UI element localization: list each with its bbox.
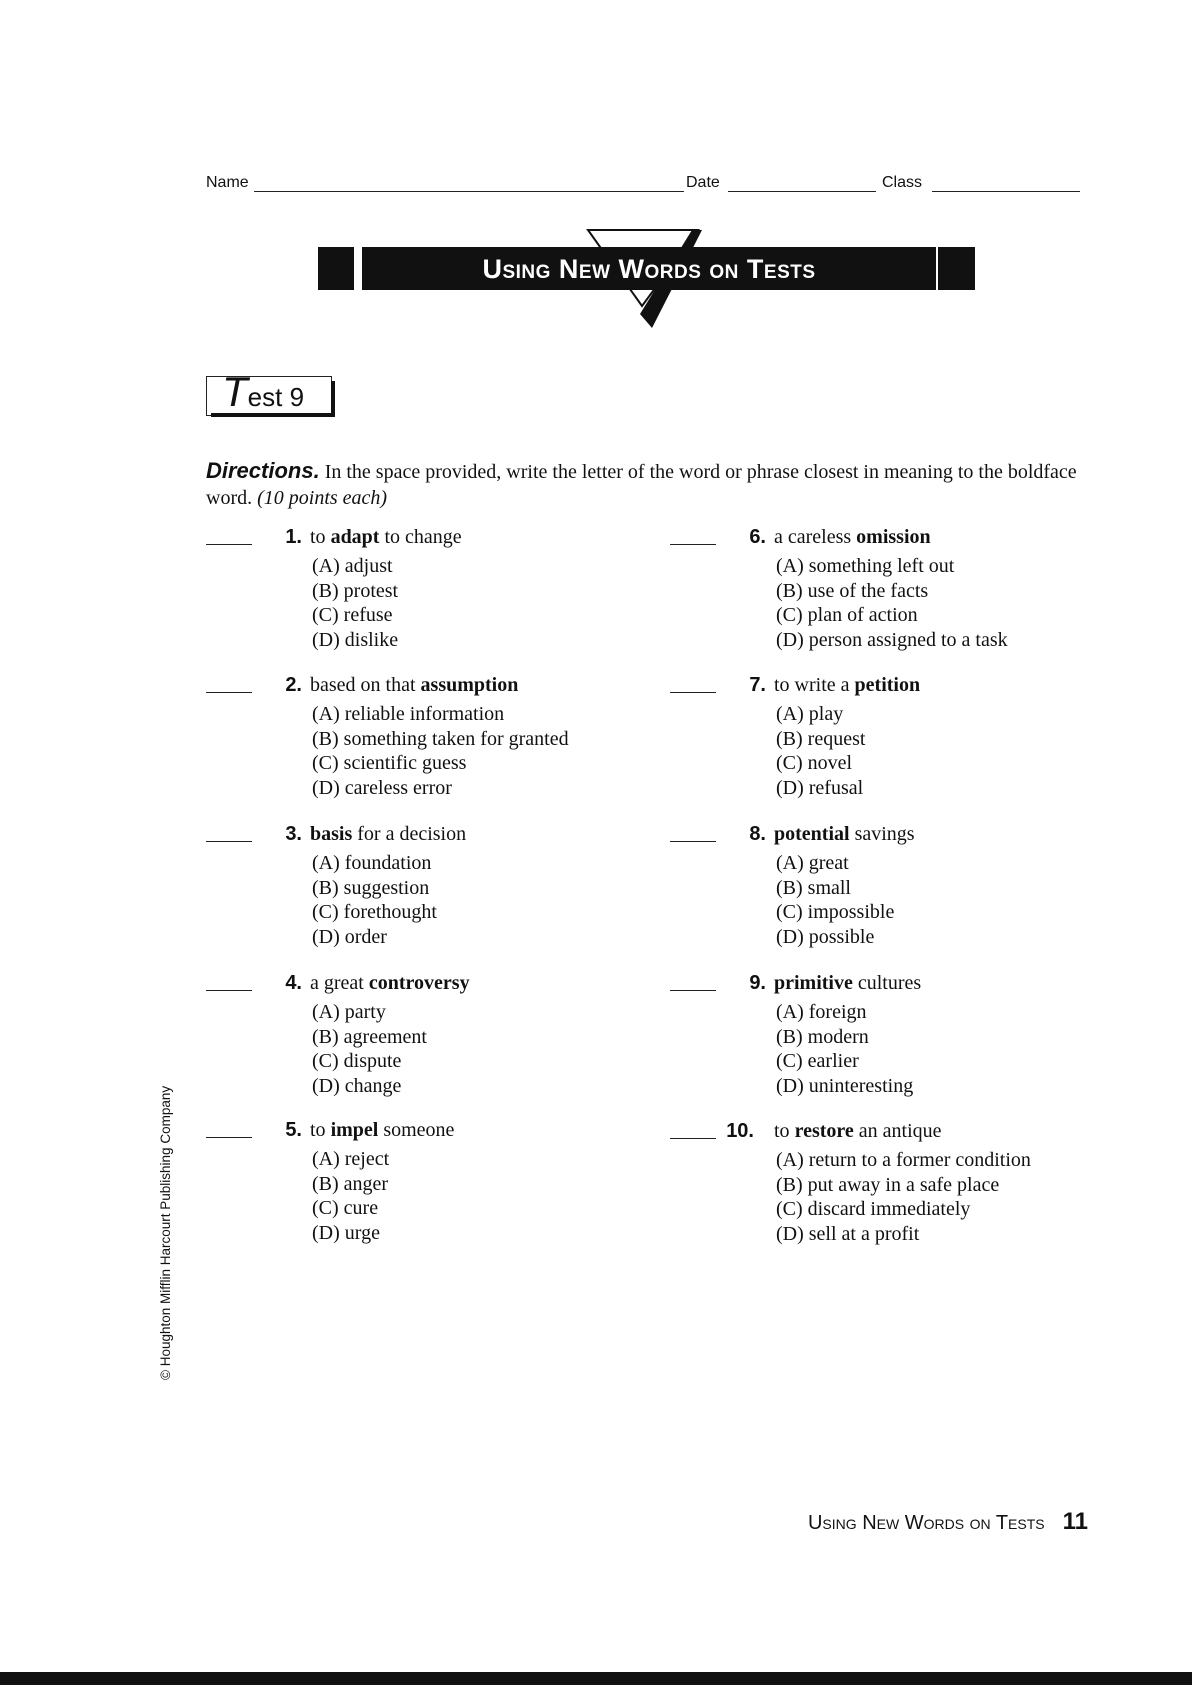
answer-blank[interactable] xyxy=(206,544,252,545)
test-title-initial: T xyxy=(222,368,248,415)
banner-right-block xyxy=(938,247,975,290)
question-stem: potential savings xyxy=(774,823,915,845)
choice-c: (C) plan of action xyxy=(776,604,918,626)
choice-b: (B) anger xyxy=(312,1172,389,1195)
answer-blank[interactable] xyxy=(670,692,716,693)
choice-a: (A) return to a former condition xyxy=(776,1149,1031,1171)
test-box-shadow xyxy=(331,381,335,417)
choice-b: (B) suggestion xyxy=(312,876,430,899)
question-stem: to write a petition xyxy=(774,674,921,696)
test-title xyxy=(222,368,305,415)
question-stem: to impel someone xyxy=(310,1119,455,1141)
choice-b: (B) something taken for granted xyxy=(312,727,569,750)
question-stem: a great controversy xyxy=(310,972,470,994)
question-number: 2. xyxy=(285,674,302,696)
answer-choices xyxy=(312,1147,389,1245)
boldface-word: adapt xyxy=(330,526,380,548)
test-title-rest: est 9 xyxy=(247,382,305,412)
date-field-line[interactable] xyxy=(728,191,876,192)
answer-choices xyxy=(312,1000,427,1098)
answer-blank[interactable] xyxy=(670,544,716,545)
boldface-word: primitive xyxy=(774,972,853,994)
name-label: Name xyxy=(206,174,249,191)
choice-d: (D) change xyxy=(312,1074,402,1097)
page-footer xyxy=(808,1508,1088,1536)
choice-a: (A) something left out xyxy=(776,555,955,577)
boldface-word: potential xyxy=(774,823,850,845)
choice-d: (D) sell at a profit xyxy=(776,1222,920,1245)
choice-d: (D) urge xyxy=(312,1221,380,1244)
boldface-word: controversy xyxy=(368,972,470,994)
directions xyxy=(206,458,1090,511)
choice-a: (A) foreign xyxy=(776,1001,867,1023)
answer-blank[interactable] xyxy=(670,841,716,842)
page-number: 11 xyxy=(1062,1508,1088,1535)
question-stem: primitive cultures xyxy=(774,972,922,994)
choice-a: (A) adjust xyxy=(312,555,393,577)
choice-a: (A) reliable information xyxy=(312,703,505,725)
choice-b: (B) agreement xyxy=(312,1025,427,1048)
choice-d: (D) dislike xyxy=(312,628,399,651)
choice-a: (A) party xyxy=(312,1001,386,1023)
choice-c: (C) cure xyxy=(312,1197,379,1219)
answer-blank[interactable] xyxy=(206,1137,252,1138)
question-number: 5. xyxy=(285,1119,302,1141)
directions-heading: Directions. xyxy=(206,458,320,483)
boldface-word: restore xyxy=(794,1120,854,1142)
choice-c: (C) discard immediately xyxy=(776,1198,971,1220)
choice-b: (B) use of the facts xyxy=(776,579,929,602)
boldface-word: omission xyxy=(856,526,931,548)
banner-left-block xyxy=(318,247,354,290)
question-stem: to restore an antique xyxy=(774,1120,942,1142)
choice-d: (D) person assigned to a task xyxy=(776,628,1008,651)
date-label: Date xyxy=(686,174,720,191)
question-number: 10. xyxy=(726,1120,754,1142)
student-info-header xyxy=(206,172,1080,196)
choice-c: (C) forethought xyxy=(312,901,437,923)
answer-choices xyxy=(312,702,569,800)
boldface-word: assumption xyxy=(420,674,519,696)
answer-choices xyxy=(312,851,437,949)
question-number: 3. xyxy=(285,823,302,845)
answer-choices xyxy=(312,554,398,652)
choice-b: (B) modern xyxy=(776,1025,869,1048)
choice-c: (C) impossible xyxy=(776,901,895,923)
directions-points: (10 points each) xyxy=(257,487,388,509)
question-number: 1. xyxy=(285,526,302,548)
question-stem: to adapt to change xyxy=(310,526,462,548)
choice-a: (A) reject xyxy=(312,1148,390,1170)
boldface-word: impel xyxy=(330,1119,379,1141)
answer-choices xyxy=(776,1148,1031,1246)
question-stem: basis for a decision xyxy=(310,823,467,845)
choice-c: (C) novel xyxy=(776,752,853,774)
choice-b: (B) small xyxy=(776,876,851,899)
choice-b: (B) put away in a safe place xyxy=(776,1173,1000,1196)
boldface-word: petition xyxy=(854,674,921,696)
question-number: 4. xyxy=(285,972,302,994)
choice-d: (D) refusal xyxy=(776,776,864,799)
choice-d: (D) possible xyxy=(776,925,875,948)
question-stem: based on that assumption xyxy=(310,674,519,696)
banner-title: Using New Words on Tests xyxy=(482,254,816,284)
question-stem: a careless omission xyxy=(774,526,931,548)
question-number: 9. xyxy=(749,972,766,994)
answer-blank[interactable] xyxy=(670,1138,716,1139)
answer-blank[interactable] xyxy=(206,841,252,842)
choice-c: (C) scientific guess xyxy=(312,752,467,774)
footer-title: Using New Words on Tests xyxy=(807,1512,1045,1534)
answer-choices xyxy=(776,702,865,800)
choice-d: (D) order xyxy=(312,925,387,948)
name-field-line[interactable] xyxy=(254,191,684,192)
question-number: 7. xyxy=(749,674,766,696)
question-number: 8. xyxy=(749,823,766,845)
answer-choices xyxy=(776,851,894,949)
choice-b: (B) request xyxy=(776,727,866,750)
choice-c: (C) refuse xyxy=(312,604,393,626)
choice-d: (D) careless error xyxy=(312,776,452,799)
answer-blank[interactable] xyxy=(670,990,716,991)
boldface-word: basis xyxy=(310,823,353,845)
answer-blank[interactable] xyxy=(206,692,252,693)
choice-b: (B) protest xyxy=(312,579,399,602)
copyright-notice: © Houghton Mifflin Harcourt Publishing Company xyxy=(158,1085,173,1380)
choice-a: (A) play xyxy=(776,703,844,725)
answer-blank[interactable] xyxy=(206,990,252,991)
choice-c: (C) earlier xyxy=(776,1050,859,1072)
choice-c: (C) dispute xyxy=(312,1050,402,1072)
directions-text: In the space provided, write the letter of the word or phrase closest in meaning to the boldface word. xyxy=(206,461,1077,509)
class-field-line[interactable] xyxy=(932,191,1080,192)
choice-a: (A) foundation xyxy=(312,852,432,874)
scan-bottom-edge xyxy=(0,1672,1192,1685)
choice-a: (A) great xyxy=(776,852,849,874)
choice-d: (D) uninteresting xyxy=(776,1074,914,1097)
answer-choices xyxy=(776,554,1008,652)
question-number: 6. xyxy=(749,526,766,548)
answer-choices xyxy=(776,1000,913,1098)
class-label: Class xyxy=(882,174,923,191)
